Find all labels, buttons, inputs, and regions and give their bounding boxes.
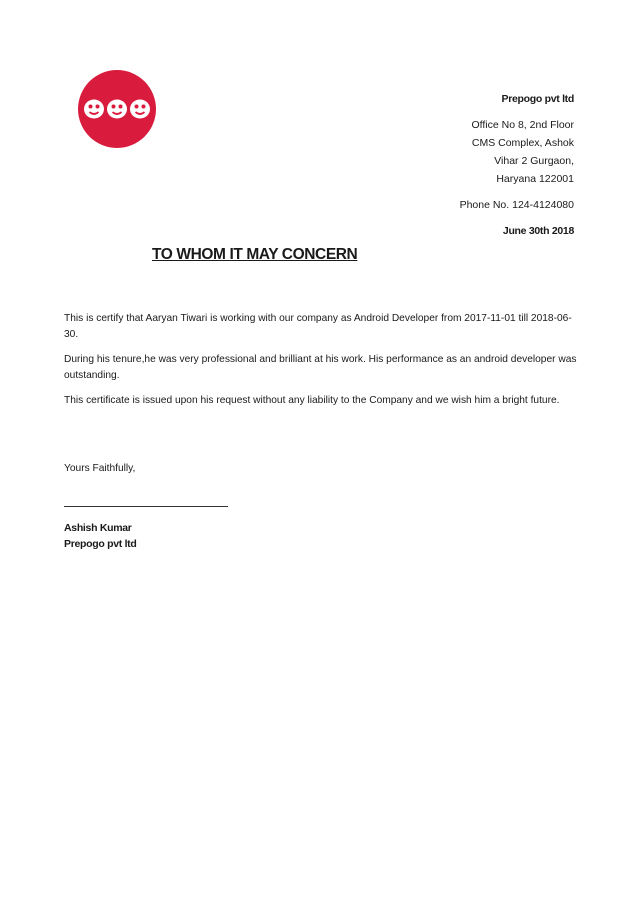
signer-block [64, 520, 137, 552]
letter-date: June 30th 2018 [502, 225, 574, 237]
signature-line [64, 506, 228, 507]
three-faces-logo-icon [77, 69, 157, 149]
letter-body [64, 311, 584, 418]
phone-number: Phone No. 124-4124080 [459, 199, 574, 211]
address-line: Haryana 122001 [496, 173, 574, 185]
signer-company: Prepogo pvt ltd [64, 538, 137, 550]
body-paragraph: During his tenure,he was very professional and brilliant at his work. His performance as an android developer was outstanding. [64, 354, 577, 381]
body-paragraph: This certificate is issued upon his request without any liability to the Company and we wish him a bright future. [64, 395, 560, 406]
company-address-block [314, 90, 574, 240]
address-line: Vihar 2 Gurgaon, [494, 155, 574, 167]
body-paragraph: This is certify that Aaryan Tiwari is working with our company as Android Developer from 2017-11-01 till 2018-06-30. [64, 313, 572, 340]
company-name: Prepogo pvt ltd [501, 93, 574, 105]
address-line: Office No 8, 2nd Floor [471, 119, 574, 131]
closing-salutation: Yours Faithfully, [64, 463, 136, 474]
address-line: CMS Complex, Ashok [471, 137, 574, 149]
letter-title: TO WHOM IT MAY CONCERN [152, 246, 358, 263]
signer-name: Ashish Kumar [64, 522, 132, 534]
